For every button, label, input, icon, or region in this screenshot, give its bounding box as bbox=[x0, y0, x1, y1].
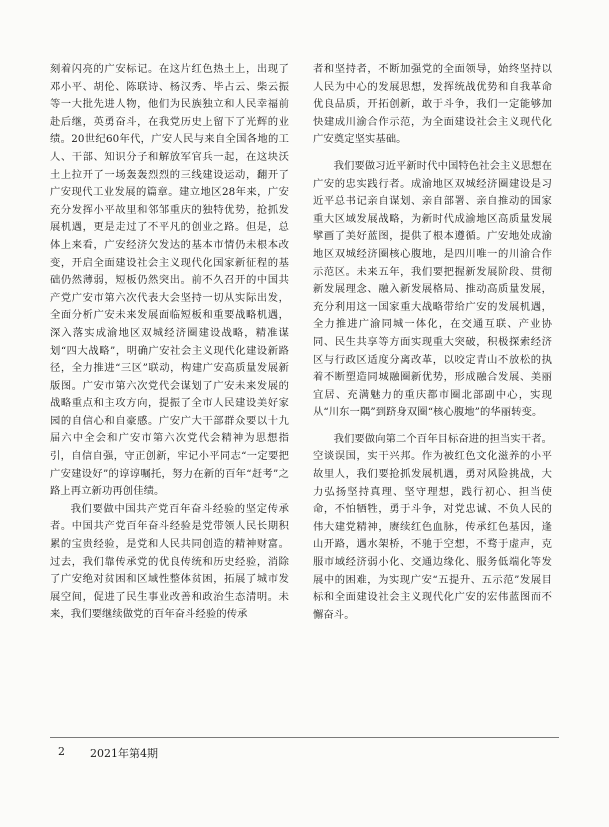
paragraph: 刻着闪亮的广安标记。在这片红色热土上，出现了邓小平、胡伦、陈联诗、杨汉秀、毕占云、柴云振等一大批先进人物，他们为民族独立和人民幸福前赴后继，英勇奋斗，在我党历史上留下了光辉的业绩。20世纪60年代，广安人民与来自全国各地的工人、干部、知识分子和解放军官兵一起，在这块沃土上拉开了一场轰轰烈烈的三线建设运动，翻开了广安现代工业发展的篇章。建立地区28年来，广安充分发挥小平故里和邻邹重庆的独特优势，抢抓发展机遇，更是走过了不平凡的创业之路。但是，总体上来看，广安经济欠发达的基本市情仍未根本改变，开启全面建设社会主义现代化国家新征程的基础仍然薄弱，短板仍然突出。前不久召开的中国共产党广安市第六次代表大会坚持一切从实际出发，全面分析广安未来发展面临短板和重要战略机遇，深入落实成渝地区双城经济圈建设战略，精准谋划“四大战略”，明确广安社会主义现代化建设新路径，全力推进“三区”联动，构建广安高质量发展新版图。广安市第六次党代会谋划了广安未来发展的战略重点和主攻方向，提振了全市人民建设美好家园的自信心和自豪感。广安广大干部群众要以十九届六中全会和广安市第六次党代会精神为思想指引，自信自强，守正创新，牢记小平同志“一定要把广安建设好”的谆谆嘱托，努力在新的百年“赶考”之路上再立新功再创佳绩。 bbox=[50, 63, 289, 498]
paragraph: 我们要做中国共产党百年奋斗经验的坚定传承者。中国共产党百年奋斗经验是党带领人民长期积累的宝贵经验，是党和人民共同创造的精神财富。过去，我们靠传承党的优良传统和历史经验，消除了广安绝对贫困和区域性整体贫困，拓展了城市发展空间，促进了民生事业改善和政治生态清明。未来，我们要继续做党的百年奋斗经验的传承 bbox=[50, 502, 289, 621]
article-column-left bbox=[50, 61, 289, 624]
paragraph: 者和坚持者，不断加强党的全面领导，始终坚持以人民为中心的发展思想，发挥统战优势和自我革命优良品质，开拓创新，敢于斗争，我们一定能够加快建成川渝合作示范，为全面建设社会主义现代化广安奠定坚实基础。 bbox=[313, 63, 552, 146]
paragraph: 我们要做习近平新时代中国特色社会主义思想在广安的忠实践行者。成渝地区双城经济圈建设是习近平总书记亲自谋划、亲自部署、亲自推动的国家重大区域发展战略，为新时代成渝地区高质量发展擘画了美好蓝图，提供了根本遵循。广安地处成渝地区双城经济圈核心腹地，是四川唯一的川渝合作示范区。未来五年，我们要把握新发展阶段、贯彻新发展理念、融入新发展格局、推动高质量发展，充分利用这一国家重大战略带给广安的发展机遇，全力推进广渝同城一体化，在交通互联、产业协同、民生共享等方面实现重大突破，积极探索经济区与行政区适度分离改革，以咬定青山不放松的执着不断塑造同城融圈新优势，形成融合发展、美丽宜居、充满魅力的重庆都市圈北部副中心，实现从“川东一隅”到跻身双圈“核心腹地”的华丽转变。 bbox=[313, 159, 552, 419]
paragraph: 我们要做向第二个百年目标奋进的担当实干者。空谈误国，实干兴邦。作为被红色文化滋养的小平故里人，我们要抢抓发展机遇，勇对风险挑战，大力弘扬坚持真理、坚守理想，践行初心、担当使命，不怕牺牲，勇于斗争，对党忠诚、不负人民的伟大建党精神，赓续红色血脉，传承红色基因，逢山开路，遇水架桥，不驰于空想，不骛于虚声，克服市域经济弱小化、交通边缘化、服务低端化等发展中的困难，为实现广安“五提升、五示范”发展目标和全面建设社会主义现代化广安的宏伟蓝图而不懈奋斗。 bbox=[313, 432, 552, 621]
issue-label: 2021年第4期 bbox=[90, 747, 158, 760]
page-number: 2 bbox=[58, 745, 65, 758]
page-footer bbox=[50, 737, 559, 798]
article-column-right bbox=[313, 61, 552, 624]
